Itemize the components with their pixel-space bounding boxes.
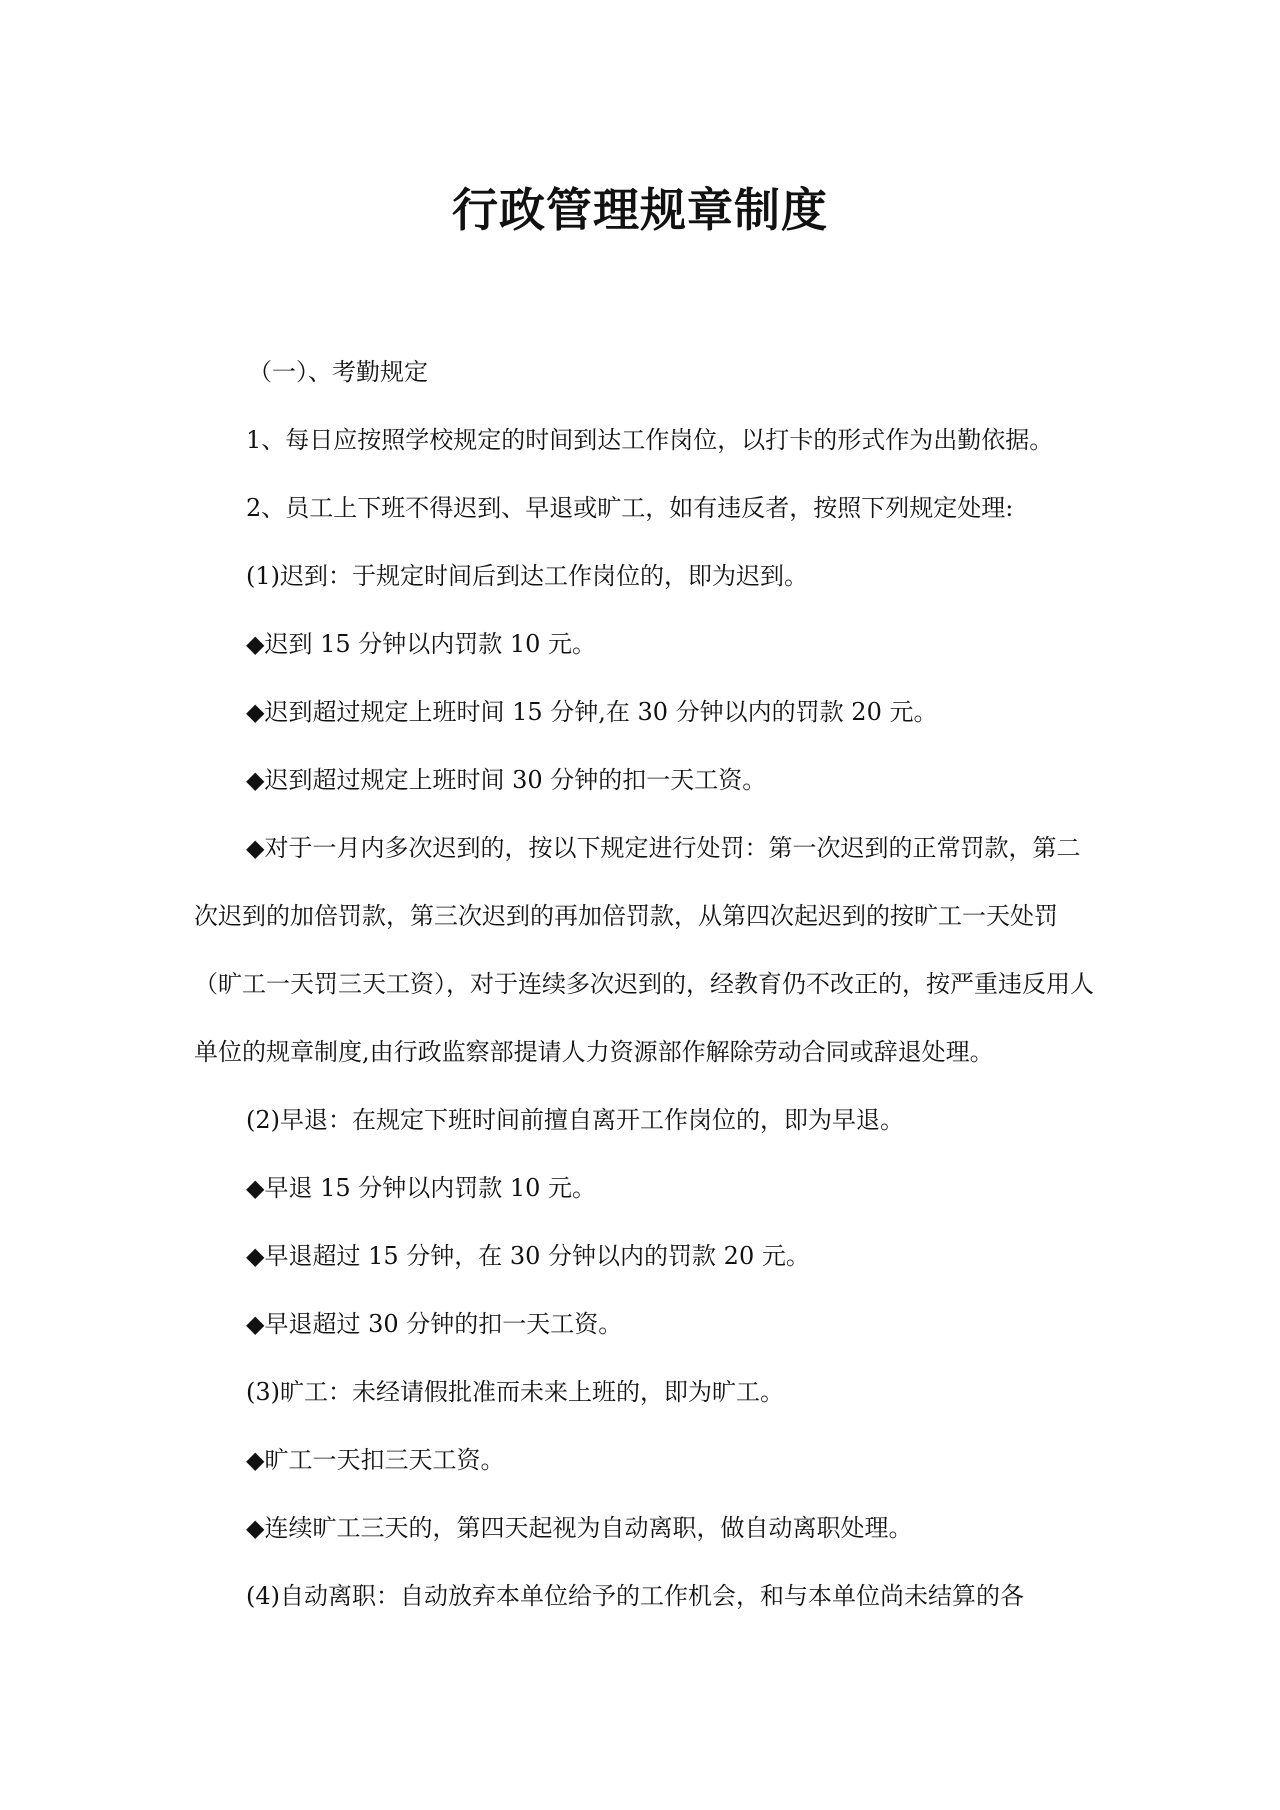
document-body xyxy=(194,338,1094,1630)
rule-item: ◆早退超过 30 分钟的扣一天工资。 xyxy=(246,1310,623,1338)
rule-item: ◆迟到 15 分钟以内罚款 10 元。 xyxy=(246,630,597,658)
rule-item: ◆迟到超过规定上班时间 30 分钟的扣一天工资。 xyxy=(246,766,767,794)
rule-item: ◆连续旷工三天的，第四天起视为自动离职，做自动离职处理。 xyxy=(246,1514,913,1542)
paragraph: 1、每日应按照学校规定的时间到达工作岗位，以打卡的形式作为出勤依据。 xyxy=(246,426,1054,454)
section-heading: （一）、考勤规定 xyxy=(248,358,428,386)
paragraph: (1)迟到：于规定时间后到达工作岗位的，即为迟到。 xyxy=(246,562,808,590)
rule-item: ◆对于一月内多次迟到的，按以下规定进行处罚：第一次迟到的正常罚款，第二次迟到的加倍罚款，第三次迟到的再加倍罚款，从第四次起迟到的按旷工一天处罚（旷工一天罚三天工资），对于连续多次迟到的，经教育仍不改正的，按严重违反用人单位的规章制度,由行政监察部提请人力资源部作解除劳动合同或辞退处理。 xyxy=(194,834,1094,1066)
rule-item: ◆旷工一天扣三天工资。 xyxy=(246,1446,505,1474)
paragraph: 2、员工上下班不得迟到、早退或旷工，如有违反者，按照下列规定处理: xyxy=(246,494,1014,522)
paragraph: (4)自动离职：自动放弃本单位给予的工作机会，和与本单位尚未结算的各 xyxy=(246,1582,1024,1610)
rule-item: ◆早退超过 15 分钟，在 30 分钟以内的罚款 20 元。 xyxy=(246,1242,810,1270)
rule-item: ◆早退 15 分钟以内罚款 10 元。 xyxy=(246,1174,597,1202)
paragraph: (2)早退：在规定下班时间前擅自离开工作岗位的，即为早退。 xyxy=(246,1106,904,1134)
document-title: 行政管理规章制度 xyxy=(452,183,828,237)
rule-item: ◆迟到超过规定上班时间 15 分钟,在 30 分钟以内的罚款 20 元。 xyxy=(246,698,938,726)
paragraph: (3)旷工：未经请假批准而未来上班的，即为旷工。 xyxy=(246,1378,784,1406)
